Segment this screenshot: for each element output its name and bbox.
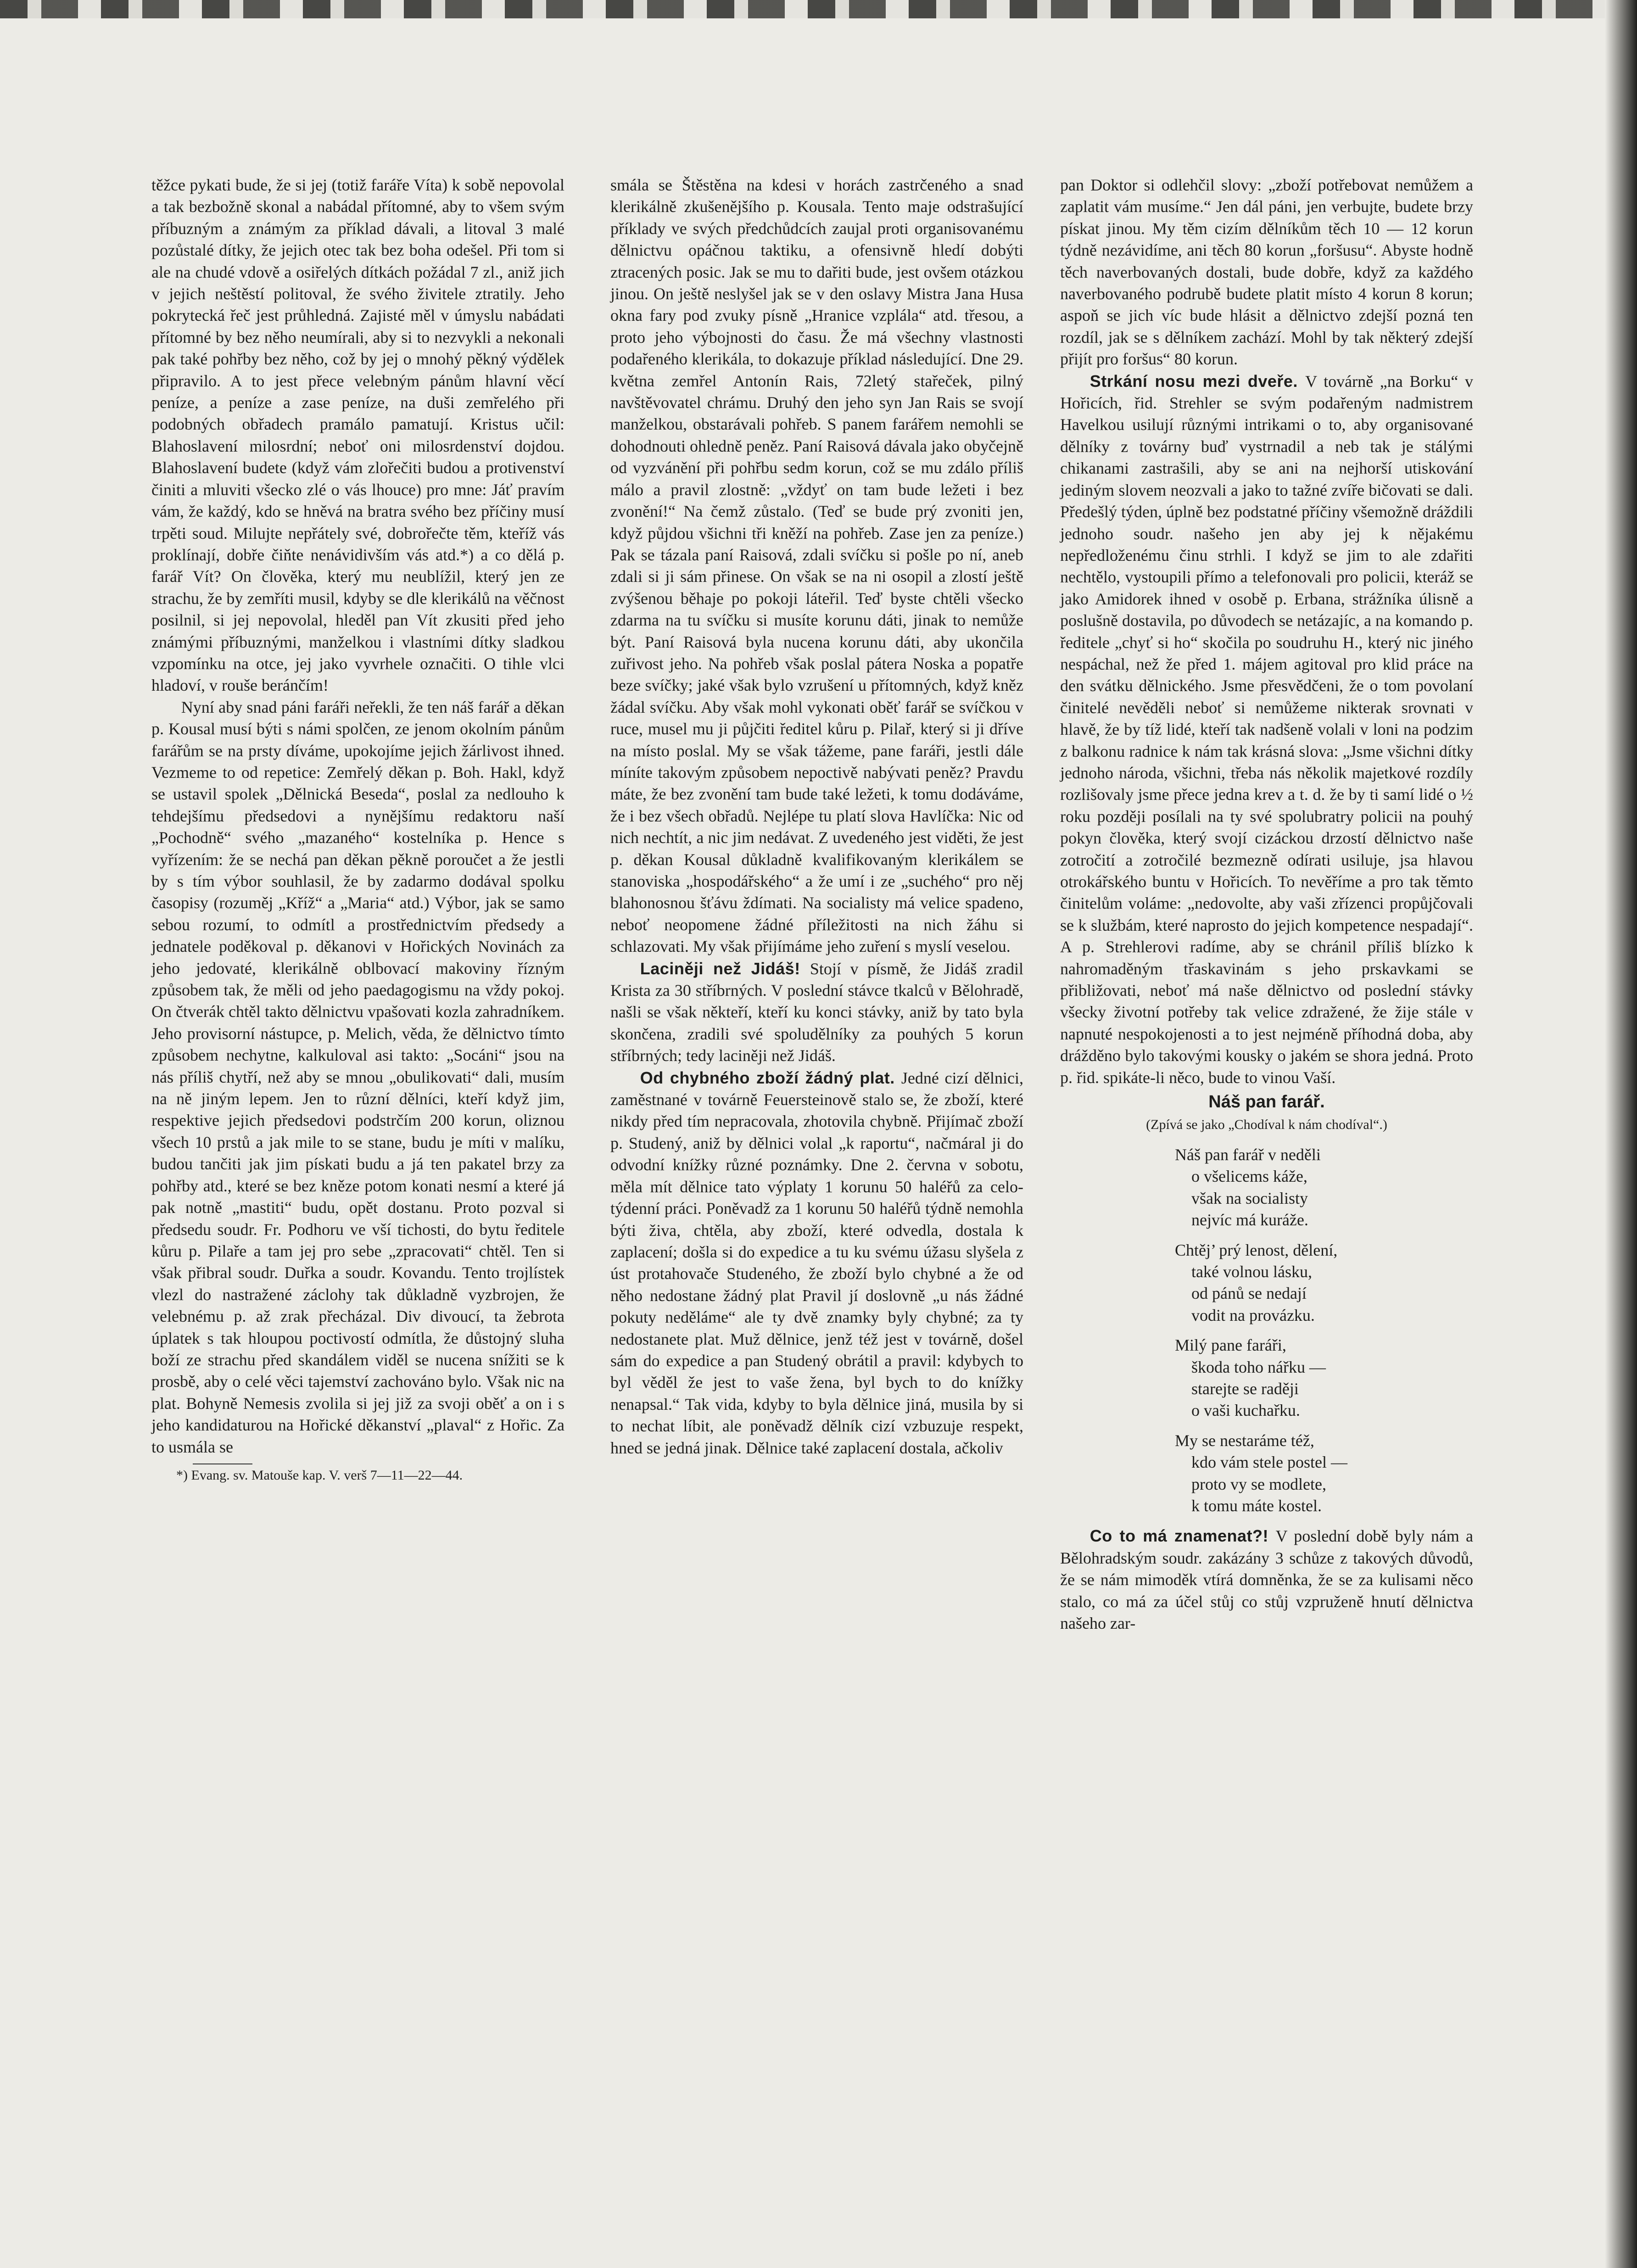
col2-paragraph-1: smála se Štěstěna na kdesi v horách zastrčeného a snad klerikálně zkušenějšího p. Kousala. Tento maje odstrašující příklady ve svých předchůdcích zaujal proti organisovanému dělnictvu opáčnou taktiku, a ofensivně hledí dobýti ztracených posic. Jak se mu to dařiti bude, jest ovšem otázkou jinou. On ještě neslyšel jak se v den oslavy Mistra Jana Husa okna fary pod zvuky písně „Hranice vzplála“ atd. třesou, a proto jeho výbojnosti do času. Že má všechny vlastnosti podařeného klerikála, to dokazuje příklad následující. Dne 29. května zemřel Antonín Rais, 72letý stařeček, pilný navštěvovatel chrámu. Druhý den jeho syn Jan Rais se svojí manželkou, obstarávali pohřeb. S panem farářem nemohli se dohodnouti ohledně peněz. Paní Raisová dávala jako obyčejně od vyzvánění při pohřbu sedm korun, což se mu zdálo příliš málo a pravil zlostně: „vždyť on tam bude ležeti i bez zvonění!“ Na čemž zůstalo. (Teď se bude prý zvoniti jen, když půjdou všichni tři kněží na pohřeb. Zase jen za peníze.) Pak se tázala paní Raisová, zdali svíčku si pošle po ní, aneb zdali si ji sám přinese. On však se na ni osopil a zlostí ještě zvýšenou běhaje po pokoji láteřil. Teď byste chtěli všecko zdarma na tu svíčku si musíte korunu dáti, jinak to nemůže být. Paní Raisová byla nucena korunu dáti, aby ukončila zuřivost jeho. Na pohřeb však poslal pátera Noska a popatře beze svíčky; jaké však bylo vzrušení u přítomných, když kněz žádal svíčku. Aby však mohl vykonati oběť farář se svíčkou v ruce, musel mu ji půjčiti ředitel kůru p. Pilař, který si ji dříve na místo poslal. My se však tážeme, pane faráři, jestli dále míníte takovým způsobem nepoctivě nabývati peněz? Pravdu máte, že bez zvonění tam bude také ležeti, k tomu dodáváme, že i bez všech obřadů. Nejlépe tu platí slova Havlíčka: Nic od nich nechtít, a nic jim nedávat. Z uvedeného jest viděti, že jest p. děkan Kousal důkladně kvalifikovaným klerikálem se stanoviska „hospodářského“ a že umí i ze „suchého“ pro něj blahonosnou šťávu ždímati. Na socialisty má velice spadeno, neboť neopomene žádné příležitosti na nich žáhu si schlazovati. My však přijímáme jeho zuření s myslí veselou. [610, 176, 1023, 956]
col2-article-chybne-zbozi [610, 1067, 1023, 1459]
poem-line: od pánů se nedají [1191, 1284, 1307, 1303]
poem-line: škoda toho nářku — [1191, 1357, 1326, 1376]
poem-line: Chtěj’ prý lenost, dělení, [1175, 1240, 1338, 1259]
poem-stanza-1 [1175, 1144, 1473, 1231]
article-body-strkani-nosu: V továrně „na Borku“ v Hořicích, řid. Strehler se svým podařeným nadmistrem Havelkou usilují různými intrikami o to, aby organisované dělníky z továrny buď vystrnadil a neb tak je stálými chikanami zastrašili, aby se ani na nejhorší utiskování jediným slovem neozvali a jako to tažné zvíře bičovati se dali. Předešlý týden, úplně bez podstatné příčiny všemožně dráždili jednoho soudr. našeho jen aby jej k nějakému nepředloženému činu strhli. I když se jim to ale zdařiti nechtělo, vystoupili přímo a telefonovali pro policii, kteráž se jako Amidorek ihned v osobě p. Erbana, strážníka úlisně a poslušně dostavila, po důvodech se netázajíc, a na komando p. ředitele „chyť si ho“ skočila po soudruhu H., který nic jiného nespáchal, než že před 1. májem agitoval pro klid práce na den svátku dělnického. Jsme přesvědčeni, že o tom povolaní činitelé nevěděli neboť si nemůžeme nikterak srovnati v hlavě, že by tíž lidé, kteří tak nadšeně volali v loni na podzim z balkonu radnice k nám tak krásná slova: „Jsme všichni dítky jednoho národa, všichni, třeba nás několik majetkové rozdíly rozlišovaly jsme přece jedna krev a t. d. že by ti samí lidé o ½ roku později posílali na ty své spolubratry policii na pouhý pokyn člověka, který svojí cizáckou drzostí dělnictvo naše zotročití a zotročilé bezmezně odírati usiluje, jsa hlavou otrokářského buntu v Hořicích. To nevěříme a pro tak těmto činitelům voláme: „nedovolte, aby vaši zřízenci propůjčovali se k službám, které naprosto do jejich kompetence nespadají“. A p. Strehlerovi radíme, aby se chránil příliš blízko k nahromaděným třaskavinám s jeho prskavkami se přibližovati, neboť má naše dělnictvo od poslední stávky všecky životní potřeby tak velice zdražené, že žije stále v napnuté nespokojenosti a to jest nejméně příhodná doba, aby drážděno bylo takovými kousky o jakém se shora jedná. Proto p. řid. spikáte-li něco, bude to vinou Vaší. [1060, 372, 1473, 1087]
footnote: *) Evang. sv. Matouše kap. V. verš 7—11—22—44. [176, 1467, 463, 1483]
article-heading-lacineji: Laciněji než Jidáš! [640, 959, 810, 978]
article-body-co-to-ma-znamenat: V poslední době byly nám a Bělohradským soudr. zakázány 3 schůze z takových důvodů, že se nám mimoděk vtírá domněnka, že se za kulisami něco stalo, co má za účel stůj co stůj vzpruženě hnutí dělnictva našeho zar- [1060, 1527, 1474, 1632]
poem-title: Náš pan farář. [1208, 1092, 1325, 1112]
poem-line: o všelicems káže, [1191, 1167, 1307, 1186]
scan-right-edge [1605, 0, 1637, 2268]
scan-top-edge [0, 0, 1637, 18]
poem-line: o vaši kuchařku. [1191, 1401, 1300, 1420]
article-body-lacineji: Stojí v písmě, že Jidáš zradil Krista za 30 stříbrných. V poslední stávce tkalců v Bělohradě, našli se však někteří, kteří ku konci stávky, aniž by tato byla skončena, zradili své spoludělníky za pouhých 5 korun stříbrných; tedy laciněji než Jidáš. [610, 959, 1023, 1065]
col1-paragraph-2: Nyní aby snad páni faráři neřekli, že ten náš farář a děkan p. Kousal musí býti s námi spolčen, ze jenom okolním pánům farářům se na prsty díváme, upokojíme jejich žárlivost ihned. Vezmeme to od repetice: Zemřelý děkan p. Boh. Hakl, když se ustavil spolek „Dělnická Beseda“, poslal za nedlouho k tehdejšímu předsedovi a nynějšímu redaktoru naší „Pochodně“ svého „mazaného“ kostelníka p. Hence s vyřízením: že se nechá pan děkan pěkně poroučet a že jestli by s tím výbor souhlasil, že by zadarmo dodával spolku časopisy (rozuměj „Kříž“ a „Maria“ atd.) Výbor, jak se samo sebou rozumí, to odmítl a prostřednictvím předsedy a jednatele poděkoval p. děkanovi v Hořických Novinách za jeho jedovaté, klerikálně oblbovací makoviny řízným způsobem tak, že měli od jeho paedagogismu na vždy pokoj. On čtverák chtěl takto dělnictvu vpašovati kozla zahradníkem. Jeho provisorní nástupce, p. Melich, věda, že dělnictvo tímto způsobem nechytne, kalkuloval asi takto: „Socáni“ jsou na nás příliš chytří, než aby se mnou „obulikovati“ dali, musím na ně jiným lepem. Jen to různí dělníci, kteří když jim, respektive jejich předsedovi podstrčím 200 korun, oliznou všech 10 prstů a jak mile to se stane, budu je míti v malíku, budou tančiti jak jim pískati budu a já ten pakatel brzy za pohřby atd., které se bez kněze potom konati nesmí a které já pak notně „mastiti“ budu, opět dostanu. Proto pozval si předsedu soudr. Fr. Podhoru ve vší tichosti, do bytu ředitele kůru p. Pilaře a tam jej pro sebe „zpracovati“ chtěl. Ten si však přibral soudr. Duřka a soudr. Kovandu. Tento trojlístek vlezl do nastražené záclohy tak důkladně vyzbrojen, že velebnému p. až zrak přecházal. Div divoucí, ta žebrota úplatek s tak hloupou poctivostí odmítla, že důstojný sluha boží ze strachu před skandálem viděl se nucena snížiti se k prosbě, aby o celé věci tajemství zachováno bylo. Však nic na plat. Bohyně Nemesis zvolila si jej již za svoji oběť a on i s jeho kandidaturou na Hořické děkanství „plaval“ z Hořic. Za to usmála se [151, 698, 564, 1456]
poem-stanza-3 [1175, 1335, 1473, 1422]
poem-line: Náš pan farář v neděli [1175, 1145, 1321, 1164]
poem-line: k tomu máte kostel. [1191, 1496, 1322, 1515]
column-2 [610, 174, 1023, 1459]
poem-line: však na socialisty [1191, 1189, 1308, 1207]
article-heading-strkani-nosu: Strkání nosu mezi dveře. [1089, 371, 1306, 391]
poem-subtitle: (Zpívá se jako „Chodíval k nám chodíval“.) [1146, 1117, 1387, 1133]
poem-line: také volnou lásku, [1191, 1262, 1312, 1281]
col2-article-lacineji [610, 958, 1023, 1067]
poem-line: starejte se raději [1191, 1379, 1299, 1398]
column-1 [151, 174, 564, 1485]
poem-stanza-2 [1175, 1240, 1473, 1327]
newspaper-page [151, 174, 1478, 2203]
column-3 [1060, 174, 1473, 1634]
col3-article-strkani-nosu [1060, 370, 1473, 1089]
poem-line: nejvíc má kuráže. [1191, 1211, 1308, 1229]
col3-article-co-to-ma-znamenat [1060, 1525, 1473, 1634]
col3-paragraph-1: pan Doktor si odlehčil slovy: „zboží potřebovat nemůžem a zaplatit vám musíme.“ Jen dál páni, jen verbujte, budete brzy pískat jinou. My těm cizím dělníkům těch 10 — 12 korun týdně nezávidíme, ani těch 80 korun „foršusu“. Abyste hodně těch naverbovaných dostali, bude dobře, když za každého naverbovaného podrubě budete platit místo 4 korun 8 korun; aspoň se jich víc bude hlásit a dělnictvo zdejší pozná ten rozdíl, jak se s dělníkem zachází. Mohl by tak některý zdejší přijít pro foršus“ 80 korun. [1060, 176, 1473, 369]
article-heading-co-to-ma-znamenat: Co to má znamenat?! [1089, 1526, 1276, 1546]
poem-line: My se nestaráme též, [1175, 1431, 1314, 1450]
poem-line: kdo vám stele postel — [1191, 1453, 1347, 1472]
poem-stanza-4 [1175, 1430, 1473, 1517]
article-body-chybne-zbozi: Jedné cizí dělnici, zaměstnané v továrně Feuersteinově stalo se, že zboží, které nikdy před tím nepracovala, zhotovila chybně. Přijímač zboží p. Studený, aniž by dělnici volal „k raportu“, načmáral ji do odvodní knížky různé poznámky. Dne 2. června v sobotu, měla mít dělnice tato výplaty 1 korunu 50 haléřů za celo-týdenní práci. Poněvadž za 1 korunu 50 haléřů týdně nemohla býti živa, chtěla, aby zboží, které odvedla, dostala k zaplacení; došla si do expedice a tu ku svému úžasu slyšela z úst protahovače Studeného, že zboží bylo chybné a že od něho nedostane žádný plat Pravil jí doslovně „u nás žádné pokuty nedělámе“ ale ty dvě znamky byly chybné; za ty nedostanete plat. Muž dělnice, jenž též jest v továrně, došel sám do expedice a pan Studený obrátil a pravil: kdybych to byl věděl že jest to vaše žena, byl bych to do knížky nenapsal.“ Tak vida, kdyby to byla dělnice jiná, musila by si to nechat líbit, ale poněvadž dělník cizí vzbuzuje respekt, hned se jedná jinak. Dělnice také zaplacení dostala, ačkoliv [610, 1068, 1024, 1457]
poem-line: proto vy se modlete, [1191, 1475, 1326, 1493]
poem-line: Milý pane faráři, [1175, 1336, 1286, 1355]
col1-paragraph-1: těžce pykati bude, že si jej (totiž faráře Víta) k sobě nepovolal a tak bezbožně skonal a nabádal přítomné, aby to všem svým příbuzným a známým za příklad dávali, a litoval 3 malé pozůstalé dítky, že jejich otec tak bez boha odešel. Při tom si ale na chudé vdově a osiřelých dítkách požádal 7 zl., aniž jich v jejich neštěstí politoval, že svého živitele ztratily. Jeho pokrytecká řeč jest průhledná. Zajisté měl v úmyslu nabádati přítomné by bez něho neumírali, aby si to nezvykli a nekonali pak také pohřby bez něho, což by jej o mnohý pěkný výdělek připravilo. A to jest přece velebným pánům hlavní věcí peníze, a peníze a zase peníze, na duši zemřelého při podobných obřadech pramálo pamatují. Kristus učil: Blahoslavení milosrdní; neboť oni milosrdenství dojdou. Blahoslavení budete (když vám zlořečiti budou a protivenství činiti a mluviti všecko zlé o vás lhouce) pro mne: Jáť pravím vám, že každý, kdo se hněvá na bratra svého bez příčiny musí trpěti soud. Milujte nepřátely své, dobrořečte těm, kteříž vás proklínají, dobře čiňte nenávidivším vás atd.*) a co dělá p. farář Vít? On člověka, který mu neublížil, který jen ze strachu, že by zemříti musil, kdyby se dle klerikálů na věčnost posilnil, si jej nepovolal, hleděl pan Vít zkusiti před jeho známými příbuznými, manželkou i vlastními dítky sladkou vzpomínku na otce, jej jako vyvrhele označiti. O tihle vlci hladoví, v rouše beránčím! [151, 176, 564, 695]
poem-line: vodit na provázku. [1191, 1306, 1315, 1324]
article-heading-chybne-zbozi: Od chybného zboží žádný plat. [640, 1068, 901, 1087]
